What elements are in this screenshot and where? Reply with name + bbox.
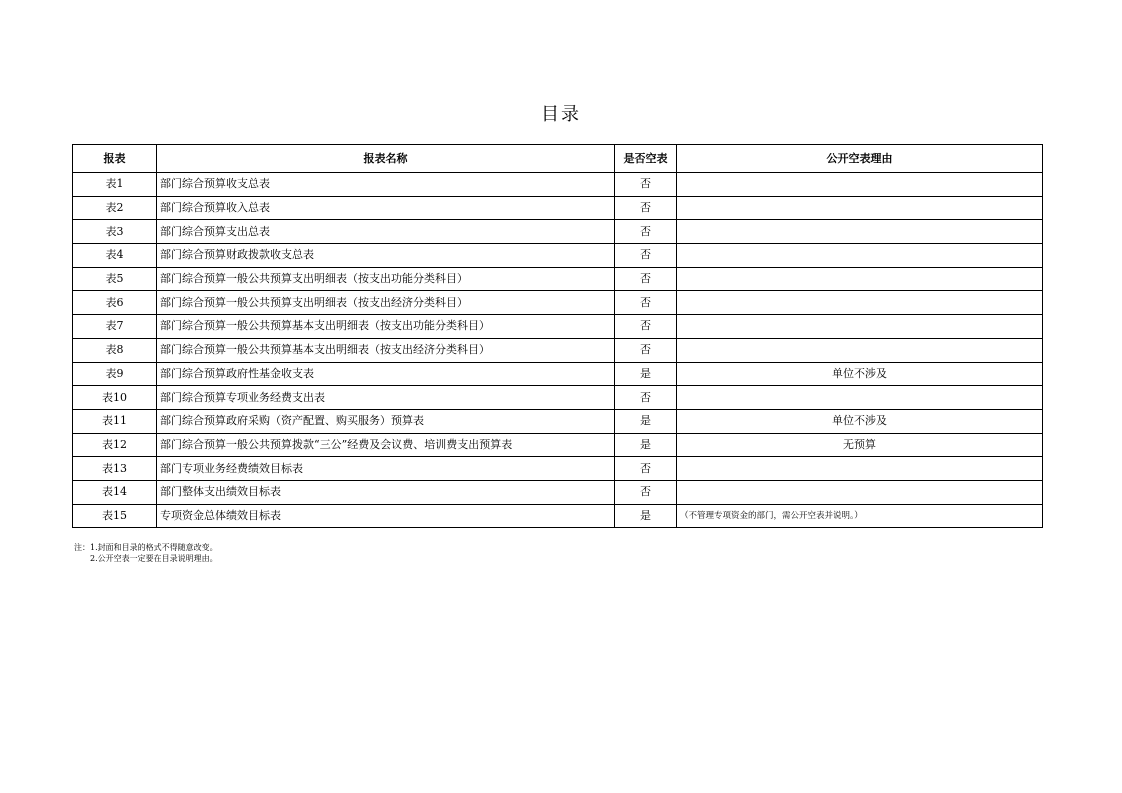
- report-name-cell: 部门专项业务经费绩效目标表: [157, 457, 615, 481]
- report-id-cell: 表11: [73, 409, 157, 433]
- report-name-cell: 部门综合预算一般公共预算支出明细表（按支出经济分类科目）: [157, 291, 615, 315]
- is-empty-cell: 否: [615, 338, 677, 362]
- empty-reason-cell: 无预算: [677, 433, 1043, 457]
- is-empty-cell: 否: [615, 196, 677, 220]
- footnotes: [74, 542, 218, 564]
- empty-reason-cell: [677, 244, 1043, 268]
- empty-reason-cell: [677, 220, 1043, 244]
- empty-reason-cell: [677, 480, 1043, 504]
- table-row: [73, 480, 1043, 504]
- table-row: [73, 386, 1043, 410]
- is-empty-cell: 否: [615, 291, 677, 315]
- is-empty-cell: 否: [615, 244, 677, 268]
- report-id-cell: 表8: [73, 338, 157, 362]
- page-title: 目录: [541, 104, 581, 125]
- empty-reason-cell: [677, 267, 1043, 291]
- report-id-cell: 表13: [73, 457, 157, 481]
- header-report: 报表: [73, 145, 157, 173]
- report-id-cell: 表5: [73, 267, 157, 291]
- table-row: [73, 362, 1043, 386]
- report-id-cell: 表10: [73, 386, 157, 410]
- is-empty-cell: 否: [615, 315, 677, 339]
- table-row: [73, 173, 1043, 197]
- report-name-cell: 部门综合预算一般公共预算支出明细表（按支出功能分类科目）: [157, 267, 615, 291]
- report-id-cell: 表12: [73, 433, 157, 457]
- is-empty-cell: 否: [615, 220, 677, 244]
- is-empty-cell: 是: [615, 362, 677, 386]
- table-header-row: [73, 145, 1043, 173]
- is-empty-cell: 否: [615, 480, 677, 504]
- table-row: [73, 504, 1043, 528]
- table-row: [73, 244, 1043, 268]
- toc-table: [72, 144, 1043, 528]
- is-empty-cell: 是: [615, 433, 677, 457]
- footnote-1: 注：1.封面和目录的格式不得随意改变。: [74, 543, 218, 552]
- empty-reason-cell: [677, 315, 1043, 339]
- table-row: [73, 433, 1043, 457]
- table-row: [73, 267, 1043, 291]
- report-id-cell: 表4: [73, 244, 157, 268]
- table-row: [73, 196, 1043, 220]
- report-id-cell: 表7: [73, 315, 157, 339]
- table-row: [73, 220, 1043, 244]
- empty-reason-cell: [677, 196, 1043, 220]
- is-empty-cell: 否: [615, 267, 677, 291]
- table-row: [73, 457, 1043, 481]
- report-name-cell: 部门综合预算一般公共预算拨款“三公”经费及会议费、培训费支出预算表: [157, 433, 615, 457]
- empty-reason-cell: [677, 173, 1043, 197]
- report-id-cell: 表15: [73, 504, 157, 528]
- empty-reason-cell: 单位不涉及: [677, 362, 1043, 386]
- empty-reason-cell: [677, 457, 1043, 481]
- is-empty-cell: 否: [615, 173, 677, 197]
- report-name-cell: 部门综合预算支出总表: [157, 220, 615, 244]
- report-name-cell: 部门综合预算一般公共预算基本支出明细表（按支出功能分类科目）: [157, 315, 615, 339]
- header-empty-reason: 公开空表理由: [677, 145, 1043, 173]
- header-is-empty: 是否空表: [615, 145, 677, 173]
- report-name-cell: 部门综合预算收支总表: [157, 173, 615, 197]
- report-name-cell: 部门综合预算政府采购（资产配置、购买服务）预算表: [157, 409, 615, 433]
- is-empty-cell: 是: [615, 504, 677, 528]
- empty-reason-cell: 单位不涉及: [677, 409, 1043, 433]
- report-name-cell: 部门综合预算收入总表: [157, 196, 615, 220]
- report-id-cell: 表9: [73, 362, 157, 386]
- table-row: [73, 291, 1043, 315]
- empty-reason-cell: （不管理专项资金的部门，需公开空表并说明。）: [677, 504, 1043, 528]
- report-id-cell: 表2: [73, 196, 157, 220]
- is-empty-cell: 否: [615, 386, 677, 410]
- header-report-name: 报表名称: [157, 145, 615, 173]
- report-name-cell: 部门整体支出绩效目标表: [157, 480, 615, 504]
- report-id-cell: 表14: [73, 480, 157, 504]
- report-id-cell: 表1: [73, 173, 157, 197]
- report-name-cell: 专项资金总体绩效目标表: [157, 504, 615, 528]
- report-id-cell: 表6: [73, 291, 157, 315]
- is-empty-cell: 否: [615, 457, 677, 481]
- report-name-cell: 部门综合预算政府性基金收支表: [157, 362, 615, 386]
- table-row: [73, 338, 1043, 362]
- empty-reason-cell: [677, 291, 1043, 315]
- empty-reason-cell: [677, 386, 1043, 410]
- report-name-cell: 部门综合预算专项业务经费支出表: [157, 386, 615, 410]
- table-row: [73, 315, 1043, 339]
- report-id-cell: 表3: [73, 220, 157, 244]
- footnote-2: 2.公开空表一定要在目录说明理由。: [90, 554, 218, 563]
- table-row: [73, 409, 1043, 433]
- empty-reason-cell: [677, 338, 1043, 362]
- report-name-cell: 部门综合预算财政拨款收支总表: [157, 244, 615, 268]
- report-name-cell: 部门综合预算一般公共预算基本支出明细表（按支出经济分类科目）: [157, 338, 615, 362]
- is-empty-cell: 是: [615, 409, 677, 433]
